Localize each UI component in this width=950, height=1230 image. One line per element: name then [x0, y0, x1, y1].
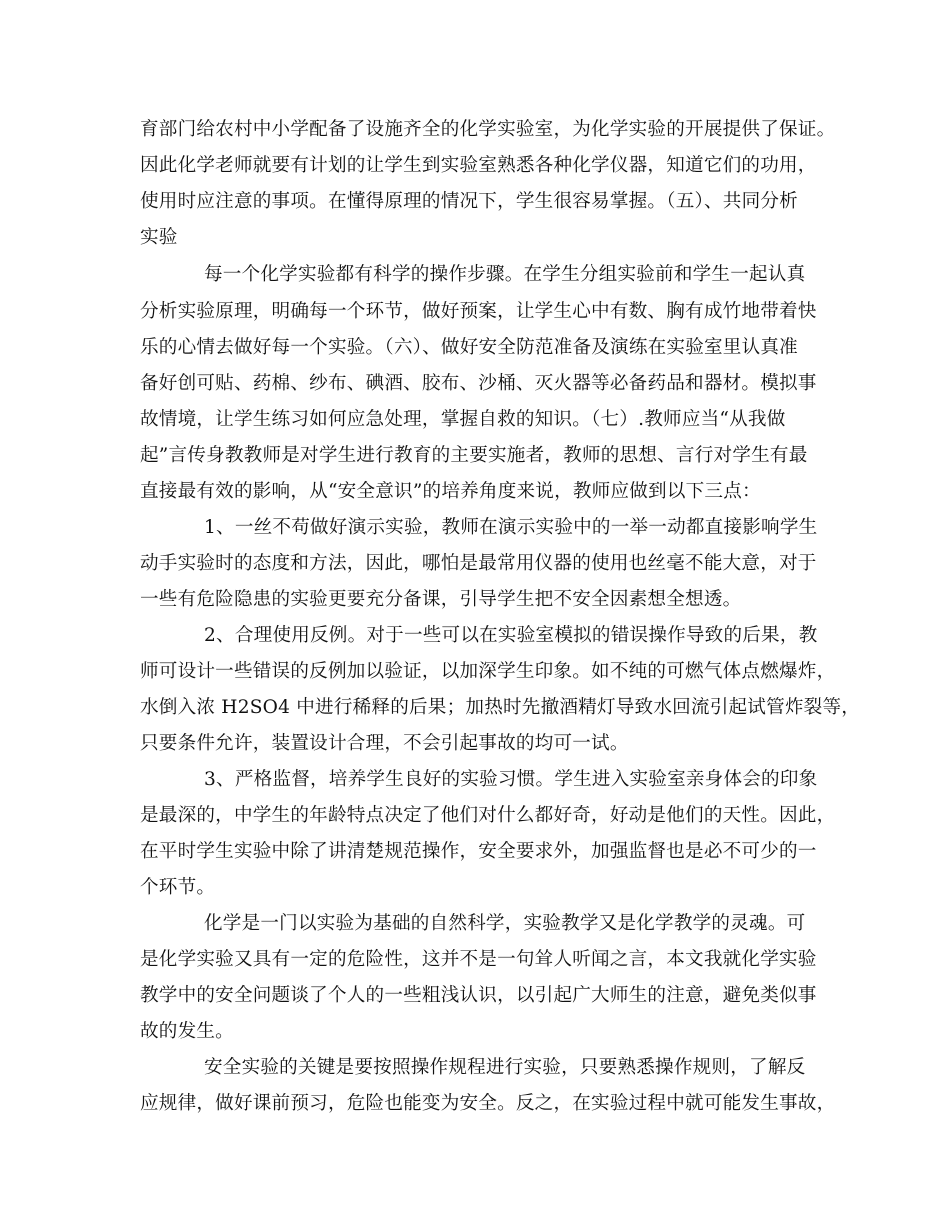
text-line: 使用时应注意的事项。在懂得原理的情况下，学生很容易掌握。（五）、共同分析 [140, 191, 798, 212]
text-line: 起”言传身教教师是对学生进行教育的主要实施者，教师的思想、言行对学生有最 [140, 445, 808, 466]
text-line: 师可设计一些错误的反例加以验证，以加深学生印象。如不纯的可燃气体点燃爆炸， [140, 661, 836, 682]
text-line: 是最深的，中学生的年龄特点决定了他们对什么都好奇，好动是他们的天性。因此， [140, 805, 836, 826]
text-line: 分析实验原理，明确每一个环节，做好预案，让学生心中有数、胸有成竹地带着快 [140, 301, 817, 322]
paragraph-first-line: 安全实验的关键是要按照操作规程进行实验，只要熟悉操作规则，了解反 [204, 1057, 806, 1078]
text-line: 只要条件允许，装置设计合理，不会引起事故的均可一试。 [140, 733, 629, 754]
text-line: 故的发生。 [140, 1021, 234, 1042]
text-line: 一些有危险隐患的实验更要充分备课，引导学生把不安全因素想全想透。 [140, 589, 742, 610]
text-line: 直接最有效的影响，从“安全意识”的培养角度来说，教师应做到以下三点： [140, 481, 761, 502]
paragraph-first-line: 3、严格监督，培养学生良好的实验习惯。学生进入实验室亲身体会的印象 [204, 769, 818, 790]
paragraph-first-line: 2、合理使用反例。对于一些可以在实验室模拟的错误操作导致的后果，教 [204, 625, 818, 646]
text-line: 水倒入浓 H2SO4 中进行稀释的后果；加热时先撤酒精灯导致水回流引起试管炸裂等， [140, 697, 861, 718]
paragraph-first-line: 1、一丝不苟做好演示实验，教师在演示实验中的一举一动都直接影响学生 [204, 517, 818, 538]
text-line: 应规律，做好课前预习，危险也能变为安全。反之，在实验过程中就可能发生事故， [140, 1093, 836, 1114]
text-line: 育部门给农村中小学配备了设施齐全的化学实验室，为化学实验的开展提供了保证。 [140, 119, 836, 140]
text-line: 故情境，让学生练习如何应急处理，掌握自救的知识。（七）.教师应当“从我做 [140, 409, 786, 430]
text-line: 备好创可贴、药棉、纱布、碘酒、胶布、沙桶、灭火器等必备药品和器材。模拟事 [140, 373, 817, 394]
text-line: 因此化学老师就要有计划的让学生到实验室熟悉各种化学仪器，知道它们的功用， [140, 155, 817, 176]
paragraph-first-line: 化学是一门以实验为基础的自然科学，实验教学又是化学教学的灵魂。可 [204, 913, 806, 934]
text-line: 教学中的安全问题谈了个人的一些粗浅认识，以引起广大师生的注意，避免类似事 [140, 985, 817, 1006]
paragraph-first-line: 每一个化学实验都有科学的操作步骤。在学生分组实验前和学生一起认真 [204, 264, 806, 285]
text-line: 在平时学生实验中除了讲清楚规范操作，安全要求外，加强监督也是必不可少的一 [140, 841, 817, 862]
text-line: 动手实验时的态度和方法，因此，哪怕是最常用仪器的使用也丝毫不能大意，对于 [140, 553, 817, 574]
text-line: 是化学实验又具有一定的危险性，这并不是一句耸人听闻之言，本文我就化学实验 [140, 949, 817, 970]
text-line: 实验 [140, 227, 178, 248]
text-line: 乐的心情去做好每一个实验。（六）、做好安全防范准备及演练在实验室里认真准 [140, 337, 798, 358]
text-line: 个环节。 [140, 877, 216, 898]
